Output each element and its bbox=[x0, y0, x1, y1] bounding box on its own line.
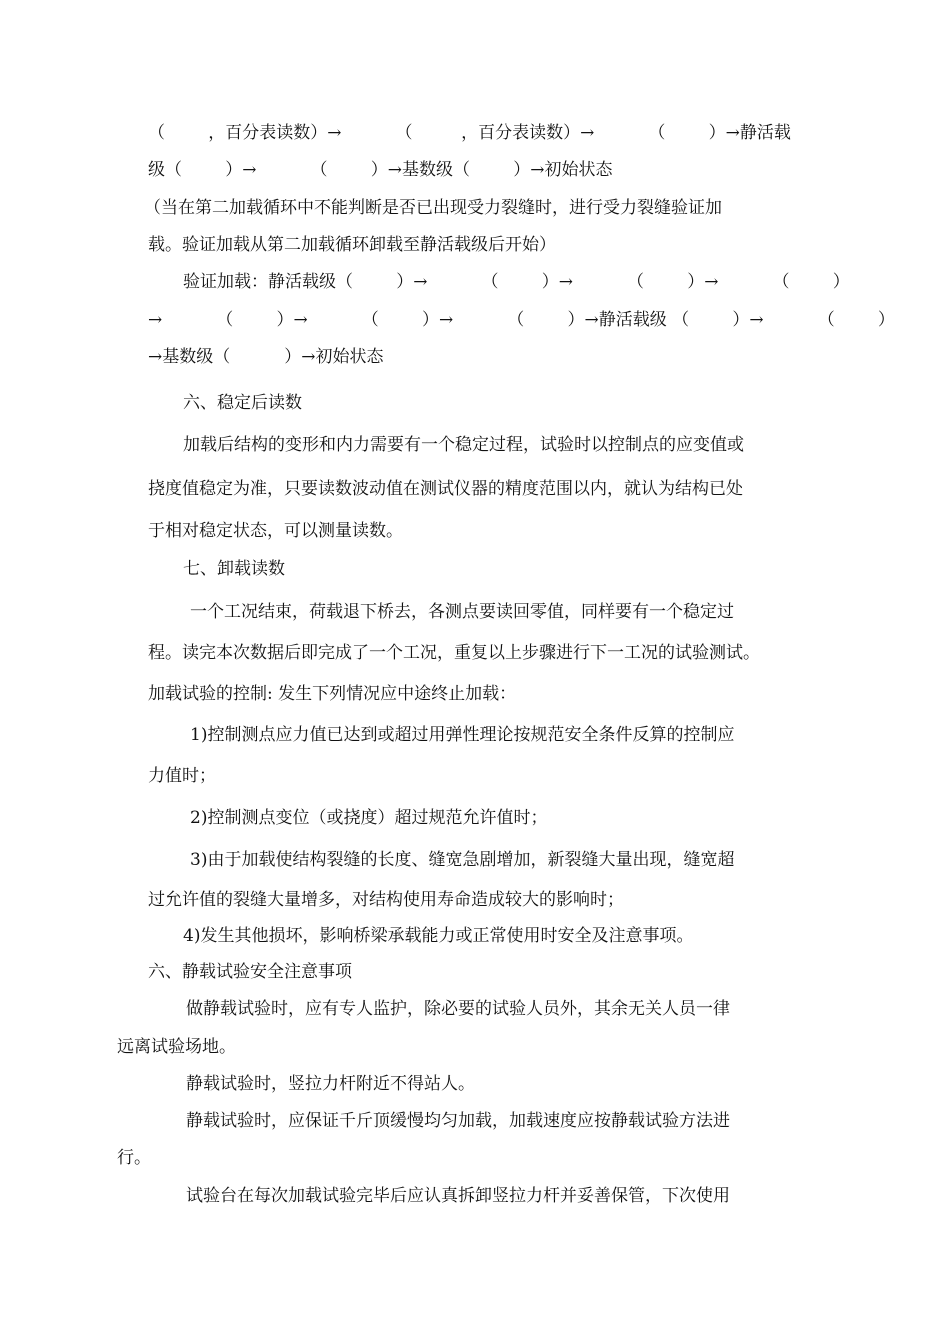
unloading-paragraph-line-1: 一个工况结束，荷载退下桥去，各测点要读回零值，同样要有一个稳定过 bbox=[190, 602, 734, 622]
loading-sequence-line-1: （ ，百分表读数）→ （ ，百分表读数）→ （ ）→静活载 bbox=[148, 123, 791, 143]
crack-verification-note-line-2: 载。验证加载从第二加载循环卸载至静活载级后开始） bbox=[148, 235, 556, 255]
safety-paragraph-3-line-1: 静载试验时，应保证千斤顶缓慢均匀加载，加载速度应按静载试验方法进 bbox=[186, 1111, 730, 1131]
termination-item-4: 4)发生其他损坏，影响桥梁承载能力或正常使用时安全及注意事项。 bbox=[183, 926, 694, 946]
verification-loading-line-2: → （ ）→ （ ）→ （ ）→静活载级 （ ）→ （ ） bbox=[148, 310, 895, 330]
stable-reading-paragraph-line-1: 加载后结构的变形和内力需要有一个稳定过程，试验时以控制点的应变值或 bbox=[183, 435, 744, 455]
termination-item-3-line-1: 3)由于加载使结构裂缝的长度、缝宽急剧增加，新裂缝大量出现，缝宽超 bbox=[190, 850, 735, 870]
safety-paragraph-2: 静载试验时，竖拉力杆附近不得站人。 bbox=[186, 1074, 475, 1094]
loading-sequence-line-2: 级（ ）→ （ ）→基数级（ ）→初始状态 bbox=[148, 160, 613, 180]
safety-paragraph-1-line-2: 远离试验场地。 bbox=[117, 1037, 236, 1057]
section-heading-unloading-reading: 七、卸载读数 bbox=[183, 559, 285, 579]
termination-item-2: 2)控制测点变位（或挠度）超过规范允许值时； bbox=[190, 808, 548, 828]
termination-item-3-line-2: 过允许值的裂缝大量增多，对结构使用寿命造成较大的影响时； bbox=[148, 890, 624, 910]
verification-loading-line-3: →基数级（ ）→初始状态 bbox=[148, 347, 384, 367]
stable-reading-paragraph-line-2: 挠度值稳定为准，只要读数波动值在测试仪器的精度范围以内，就认为结构已处 bbox=[148, 479, 743, 499]
unloading-paragraph-line-2: 程。读完本次数据后即完成了一个工况，重复以上步骤进行下一工况的试验测试。 bbox=[148, 643, 760, 663]
safety-paragraph-4-line-1: 试验台在每次加载试验完毕后应认真拆卸竖拉力杆并妥善保管，下次使用 bbox=[186, 1186, 730, 1206]
termination-item-1-line-2: 力值时； bbox=[148, 766, 216, 786]
verification-loading-line-1: 验证加载：静活载级（ ）→ （ ）→ （ ）→ （ ） bbox=[183, 272, 850, 292]
loading-control-intro: 加载试验的控制: 发生下列情况应中途终止加载： bbox=[148, 684, 517, 704]
section-heading-safety: 六、静载试验安全注意事项 bbox=[148, 962, 352, 982]
safety-paragraph-1-line-1: 做静载试验时，应有专人监护，除必要的试验人员外，其余无关人员一律 bbox=[186, 999, 730, 1019]
termination-item-1-line-1: 1)控制测点应力值已达到或超过用弹性理论按规范安全条件反算的控制应 bbox=[190, 725, 735, 745]
stable-reading-paragraph-line-3: 于相对稳定状态，可以测量读数。 bbox=[148, 521, 403, 541]
safety-paragraph-3-line-2: 行。 bbox=[117, 1148, 151, 1168]
crack-verification-note-line-1: （当在第二加载循环中不能判断是否已出现受力裂缝时，进行受力裂缝验证加 bbox=[144, 198, 722, 218]
section-heading-stable-reading: 六、稳定后读数 bbox=[183, 393, 302, 413]
